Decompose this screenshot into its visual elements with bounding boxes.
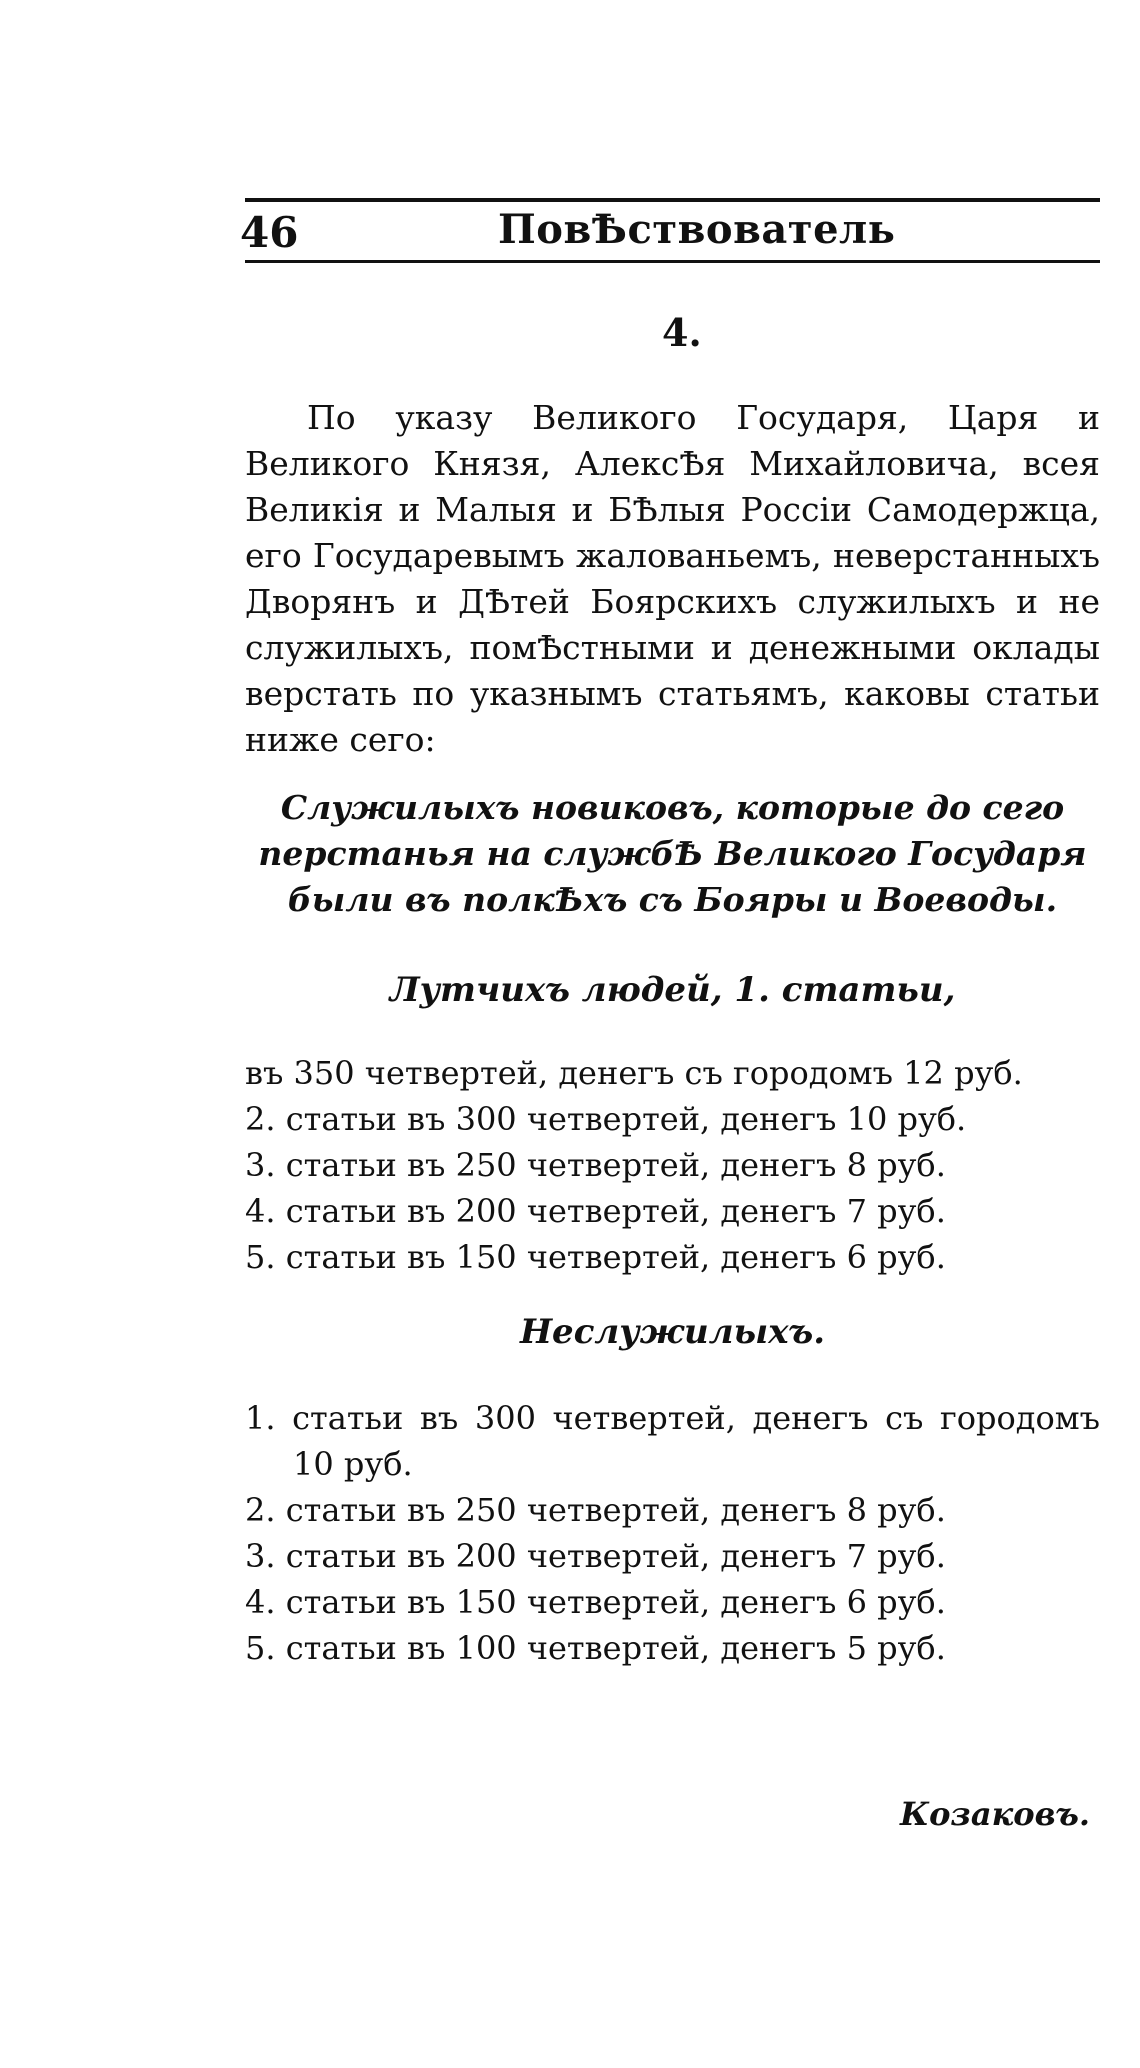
list-item: 3. статьи въ 250 четвертей, денегъ 8 руб. [245,1146,946,1184]
group1-heading: Лутчихъ людей, 1. статьи, [389,970,956,1010]
catchword: Козаковъ. [899,1795,1090,1833]
list-item: 4. статьи въ 150 четвертей, денегъ 6 руб. [245,1583,946,1621]
list-item: въ 350 четвертей, денегъ съ городомъ 12 руб. [245,1054,1023,1092]
italic-paragraph: Служилыхъ новиковъ, которые до сего перстанья на службѢ Великого Государя были въ полкѢхъ съ Бояры и Воеводы. [258,788,1087,919]
list-item: 4. статьи въ 200 четвертей, денегъ 7 руб. [245,1192,946,1230]
group2-heading: Неслужилыхъ. [519,1312,826,1352]
section-number: 4. [662,310,702,355]
list-item: 2. статьи въ 250 четвертей, денегъ 8 руб. [245,1491,946,1529]
intro-paragraph: По указу Великого Государя, Царя и Великого Князя, АлексѢя Михайловича, всея Великiя и Малыя и БѢлыя Россiи Самодержца, его Государевымъ жалованьемъ, неверстанныхъ Дворянъ и ДѢтей Боярскихъ служилыхъ и не служилыхъ, помѢстными и денежными оклады верстать по указнымъ статьямъ, каковы статьи ниже сего: [245,398,1100,759]
page-number: 46 [240,208,299,257]
group2-list [245,1395,1100,1671]
running-title: ПовѢствователь [498,206,896,253]
list-item: 2. статьи въ 300 четвертей, денегъ 10 руб. [245,1100,967,1138]
header-rule-bottom [245,260,1100,263]
header-rule-top [245,198,1100,202]
list-item: 5. статьи въ 100 четвертей, денегъ 5 руб. [245,1629,946,1667]
group1-list [245,1050,1100,1280]
list-item: 3. статьи въ 200 четвертей, денегъ 7 руб. [245,1537,946,1575]
list-item: 1. статьи въ 300 четвертей, денегъ съ городомъ 10 руб. [245,1399,1100,1483]
list-item: 5. статьи въ 150 четвертей, денегъ 6 руб. [245,1238,946,1276]
